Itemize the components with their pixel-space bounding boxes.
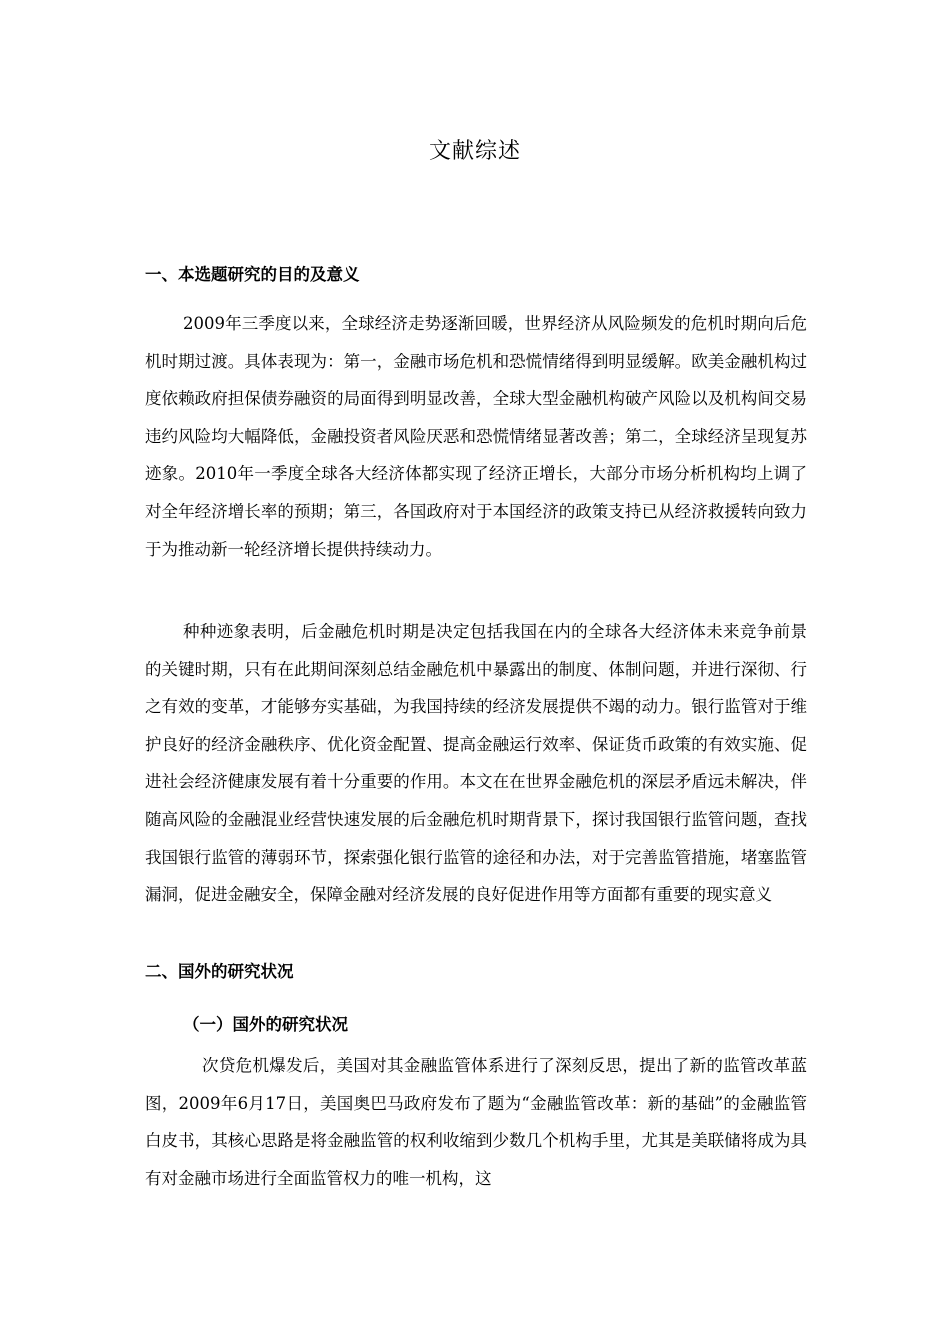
section-heading-purpose: 一、本选题研究的目的及意义 [145,265,360,284]
document-title: 文献综述 [428,139,521,164]
paragraph: 种种迹象表明，后金融危机时期是决定包括我国在内的全球各大经济体未来竞争前景的关键时期，只有在此期间深刻总结金融危机中暴露出的制度、体制问题，并进行深彻、行之有效的变革，才能够夯实基础，为我国持续的经济发展提供不竭的动力。银行监管对于维护良好的经济金融秩序、优化资金配置、提高金融运行效率、保证货币政策的有效实施、促进社会经济健康发展有着十分重要的作用。本文在在世界金融危机的深层矛盾远未解决，伴随高风险的金融混业经营快速发展的后金融危机时期背景下，探讨我国银行监管问题，查找我国银行监管的薄弱环节，探索强化银行监管的途径和办法，对于完善监管措施，堵塞监管漏洞，促进金融安全，保障金融对经济发展的良好促进作用等方面都有重要的现实意义 [145,622,807,905]
paragraph: 2009年三季度以来，全球经济走势逐渐回暖，世界经济从风险频发的危机时期向后危机时期过渡。具体表现为：第一，金融市场危机和恐慌情绪得到明显缓解。欧美金融机构过度依赖政府担保债券融资的局面得到明显改善，全球大型金融机构破产风险以及机构间交易违约风险均大幅降低，金融投资者风险厌恶和恐慌情绪显著改善；第二，全球经济呈现复苏迹象。2010年一季度全球各大经济体都实现了经济正增长，大部分市场分析机构均上调了对全年经济增长率的预期；第三，各国政府对于本国经济的政策支持已从经济救援转向致力于为推动新一轮经济增长提供持续动力。 [145,314,807,559]
subsection-heading-foreign-research: （一）国外的研究状况 [183,1015,348,1034]
section-heading-foreign-research: 二、国外的研究状况 [145,962,294,981]
paragraph: 次贷危机爆发后，美国对其金融监管体系进行了深刻反思，提出了新的监管改革蓝图，2009年6月17日，美国奥巴马政府发布了题为“金融监管改革：新的基础”的金融监管白皮书，其核心思路是将金融监管的权利收缩到少数几个机构手里，尤其是美联储将成为具有对金融市场进行全面监管权力的唯一机构，这 [145,1056,807,1188]
